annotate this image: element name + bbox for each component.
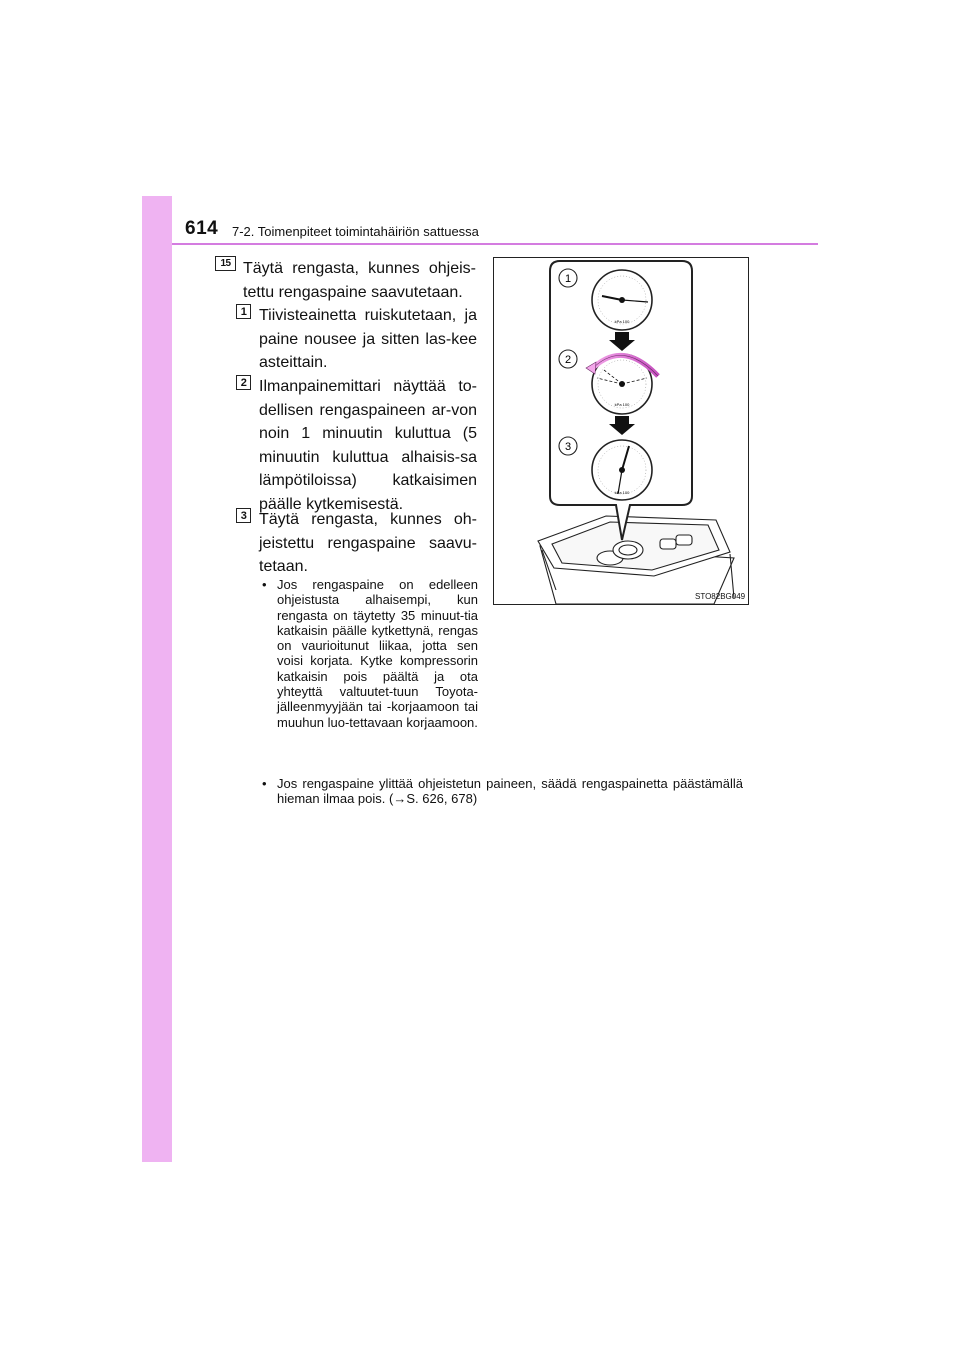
substep-2-badge: 2 (236, 375, 251, 390)
svg-text:2: 2 (564, 354, 572, 366)
note-list (262, 577, 478, 730)
note-text: Jos rengaspaine ylittää ohjeistetun paineen, säädä rengaspainetta päästämällä hieman ilmaa pois. (→S. 626, 678) (277, 776, 743, 807)
pressure-gauge-1 (592, 270, 652, 330)
substep-3-text: Täytä rengasta, kunnes oh-jeistettu rengaspaine saavu-tetaan. (259, 511, 477, 575)
svg-text:1: 1 (564, 273, 572, 285)
bullet-icon: • (262, 776, 267, 791)
svg-text:kPa 100: kPa 100 (614, 319, 630, 324)
chapter-sidebar-tab (142, 196, 172, 1162)
header-rule (172, 243, 818, 245)
substep-1-badge: 1 (236, 304, 251, 319)
svg-text:3: 3 (564, 441, 572, 453)
figure-code: STO82BG049 (695, 592, 746, 601)
callout-3 (559, 437, 577, 455)
note-item (262, 577, 478, 730)
note-text: Jos rengaspaine on edelleen ohjeistusta alhaisempi, kun rengasta on täytetty 35 minuut-tia katkaisin päälle kytkettynä, rengas on vaurioitunut liikaa, jotta sen voisi korjata. Kytke kompressorin katkaisin pois päältä ja ota yhteyttä valtuutet-tuun Toyota-jälleenmyyjään tai -korjaamoon tai muuhun luo-tettavaan korjaamoon. (277, 577, 478, 730)
bullet-icon: • (262, 577, 267, 592)
section-title: 7-2. Toimenpiteet toimintahäiriön sattuessa (232, 224, 479, 239)
callout-2 (559, 350, 577, 368)
note-list (262, 776, 743, 807)
substep-1-text: Tiivisteainetta ruiskutetaan, ja paine nousee ja sitten las-kee asteittain. (259, 307, 477, 371)
svg-text:kPa 100: kPa 100 (614, 402, 630, 407)
substep-2-text: Ilmanpainemittari näyttää to-dellisen rengaspaineen ar-von noin 1 minuutin kuluttua (5 minuutin kuluttua alhaisis-sa lämpötiloissa) katkaisimen päälle kytkemisestä. (259, 378, 477, 513)
compressor-gauge-diagram (494, 258, 748, 604)
step-number-badge: 15 (215, 256, 236, 271)
callout-1 (559, 269, 577, 287)
compressor-body (538, 516, 734, 604)
pressure-gauge-3 (592, 440, 652, 500)
note-item (262, 776, 743, 807)
step-text: Täytä rengasta, kunnes ohjeis-tettu rengaspaine saavutetaan. (243, 260, 476, 301)
substep-3-badge: 3 (236, 508, 251, 523)
page-number: 614 (185, 218, 219, 239)
svg-text:kPa 100: kPa 100 (614, 490, 630, 495)
compressor-illustration (493, 257, 749, 605)
